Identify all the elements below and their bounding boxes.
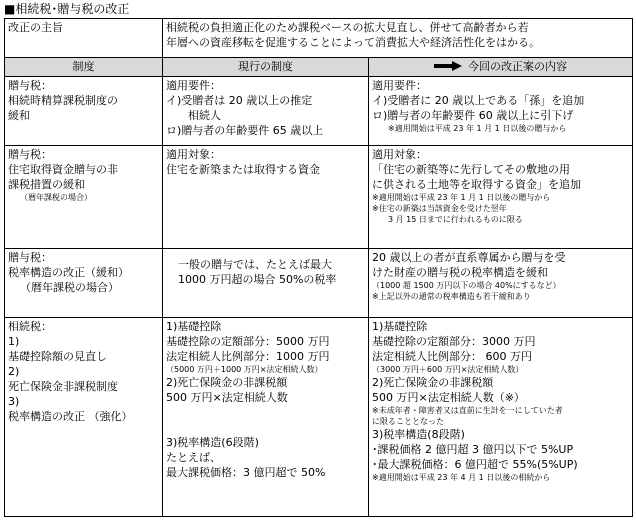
current-line: 2)死亡保険金の非課税額 bbox=[166, 375, 288, 389]
system-line: 1) bbox=[8, 334, 20, 348]
current-line: 500 万円×法定相続人数 bbox=[166, 390, 288, 404]
proposal-cell bbox=[369, 317, 633, 516]
proposal-line: ･最大課税価格：6 億円超で 55%(5%UP) bbox=[372, 457, 578, 471]
system-cell bbox=[5, 248, 163, 317]
current-cell bbox=[163, 248, 369, 317]
aim-label: 改正の主旨 bbox=[8, 21, 63, 34]
proposal-note: ※適用開始は平成 23 年 4 月 1 日以後の相続から bbox=[372, 472, 551, 482]
proposal-note: ※未成年者・障害者又は直前に生計を一にしていた者 bbox=[372, 405, 563, 415]
system-line: 贈与税： bbox=[8, 147, 52, 161]
system-line: 相続時精算課税制度の bbox=[8, 93, 118, 107]
current-line: 一般の贈与では、たとえば最大 bbox=[178, 257, 332, 271]
proposal-line: けた財産の贈与税の税率構造を緩和 bbox=[372, 265, 548, 279]
proposal-line: 基礎控除の定額部分：3000 万円 bbox=[372, 334, 536, 348]
system-line: 贈与税： bbox=[8, 78, 52, 92]
proposal-note: 3 月 15 日までに行われるものに限る bbox=[388, 214, 523, 224]
system-note: （暦年課税の場合） bbox=[20, 192, 92, 202]
current-line: 相続人 bbox=[188, 108, 221, 122]
system-line: 緩和 bbox=[8, 108, 30, 122]
table-row bbox=[5, 145, 633, 248]
proposal-note: ※適用開始は平成 23 年 1 月 1 日以後の贈与から bbox=[388, 123, 567, 133]
header-proposal bbox=[369, 58, 633, 77]
current-line: 1000 万円超の場合 50%の税率 bbox=[178, 272, 337, 286]
current-line: 適用要件： bbox=[166, 78, 221, 92]
table-row bbox=[5, 248, 633, 317]
proposal-line: 「住宅の新築等に先行してその敷地の用 bbox=[372, 162, 570, 176]
system-line: 基礎控除額の見直し bbox=[8, 349, 107, 363]
current-line bbox=[166, 420, 365, 435]
page-title: ■相続税･贈与税の改正 bbox=[4, 2, 130, 16]
proposal-line: 1)基礎控除 bbox=[372, 319, 428, 333]
header-row bbox=[5, 58, 633, 77]
table-row bbox=[5, 317, 633, 516]
system-line: 3) bbox=[8, 394, 20, 408]
current-line: 基礎控除の定額部分：5000 万円 bbox=[166, 334, 330, 348]
proposal-cell bbox=[369, 145, 633, 248]
proposal-line: 適用対象： bbox=[372, 147, 427, 161]
current-line: ロ)贈与者の年齢要件 65 歳以上 bbox=[166, 123, 324, 137]
proposal-note: ※適用開始は平成 23 年 1 月 1 日以後の贈与から bbox=[372, 192, 551, 202]
current-note: （5000 万円＋1000 万円×法定相続人数） bbox=[166, 364, 323, 374]
aim-text-line: 年層への資産移転を促進することによって消費拡大や経済活性化をはかる。 bbox=[166, 36, 540, 49]
header-current: 現行の制度 bbox=[163, 58, 369, 77]
current-line: イ)受贈者は 20 歳以上の推定 bbox=[166, 93, 313, 107]
proposal-line: 法定相続人比例部分： 600 万円 bbox=[372, 349, 532, 363]
current-line: 最大課税価格：3 億円超で 50% bbox=[166, 465, 326, 479]
proposal-cell bbox=[369, 248, 633, 317]
table-row bbox=[5, 76, 633, 145]
proposal-note: ※上記以外の通常の税率構造も若干緩和あり bbox=[372, 291, 531, 301]
proposal-line: ロ)贈与者の年齢要件 60 歳以上に引下げ bbox=[372, 108, 574, 122]
current-line: 適用対象： bbox=[166, 147, 221, 161]
proposal-cell bbox=[369, 76, 633, 145]
proposal-line: 2)死亡保険金の非課税額 bbox=[372, 375, 494, 389]
system-line: 相続税： bbox=[8, 319, 52, 333]
system-cell bbox=[5, 317, 163, 516]
tax-reform-table bbox=[4, 18, 633, 517]
proposal-line: ･課税価格 2 億円超 3 億円以下で 5%UP bbox=[372, 442, 574, 456]
current-line: 3)税率構造(6段階) bbox=[166, 435, 259, 449]
system-line: 税率構造の改正 （強化） bbox=[8, 409, 133, 423]
system-line: 死亡保険金非課税制度 bbox=[8, 379, 118, 393]
arrow-right-icon bbox=[434, 60, 462, 75]
system-line: 贈与税： bbox=[8, 250, 52, 264]
system-line: 住宅取得資金贈与の非 bbox=[8, 162, 118, 176]
system-line: 税率構造の改正（緩和） bbox=[8, 265, 129, 279]
proposal-line: 3)税率構造(8段階) bbox=[372, 427, 465, 441]
proposal-line: 適用要件： bbox=[372, 78, 427, 92]
proposal-line: に供される土地等を取得する資金」を追加 bbox=[372, 177, 581, 191]
proposal-note: ※住宅の新築は当該資金を受けた翌年 bbox=[372, 203, 507, 213]
aim-label-cell bbox=[5, 19, 163, 58]
proposal-note: （3000 万円＋600 万円×法定相続人数） bbox=[372, 364, 524, 374]
aim-text-line: 相続税の負担適正化のため課税ベースの拡大見直し、併せて高齢者から若 bbox=[166, 21, 529, 34]
current-line: 住宅を新築または取得する資金 bbox=[166, 162, 320, 176]
proposal-line: 500 万円×法定相続人数（※） bbox=[372, 390, 525, 404]
current-cell bbox=[163, 76, 369, 145]
system-line: （暦年課税の場合） bbox=[20, 280, 119, 294]
current-line: たとえば、 bbox=[166, 450, 221, 464]
system-cell bbox=[5, 76, 163, 145]
proposal-line: イ)受贈者に 20 歳以上である「孫」を追加 bbox=[372, 93, 585, 107]
aim-row bbox=[5, 19, 633, 58]
header-system: 制度 bbox=[5, 58, 163, 77]
proposal-note: に限ることとなった bbox=[372, 416, 444, 426]
current-line: 1)基礎控除 bbox=[166, 319, 222, 333]
proposal-line: 20 歳以上の者が直系尊属から贈与を受 bbox=[372, 250, 566, 264]
proposal-note: （1000 超 1500 万円以下の場合 40%にするなど） bbox=[372, 280, 561, 290]
header-proposal-label: 今回の改正案の内容 bbox=[468, 60, 567, 73]
system-cell bbox=[5, 145, 163, 248]
current-line bbox=[166, 405, 365, 420]
aim-text-cell bbox=[163, 19, 633, 58]
current-line: 法定相続人比例部分：1000 万円 bbox=[166, 349, 330, 363]
system-line: 課税措置の緩和 bbox=[8, 177, 85, 191]
current-cell bbox=[163, 145, 369, 248]
current-cell bbox=[163, 317, 369, 516]
system-line: 2) bbox=[8, 364, 20, 378]
